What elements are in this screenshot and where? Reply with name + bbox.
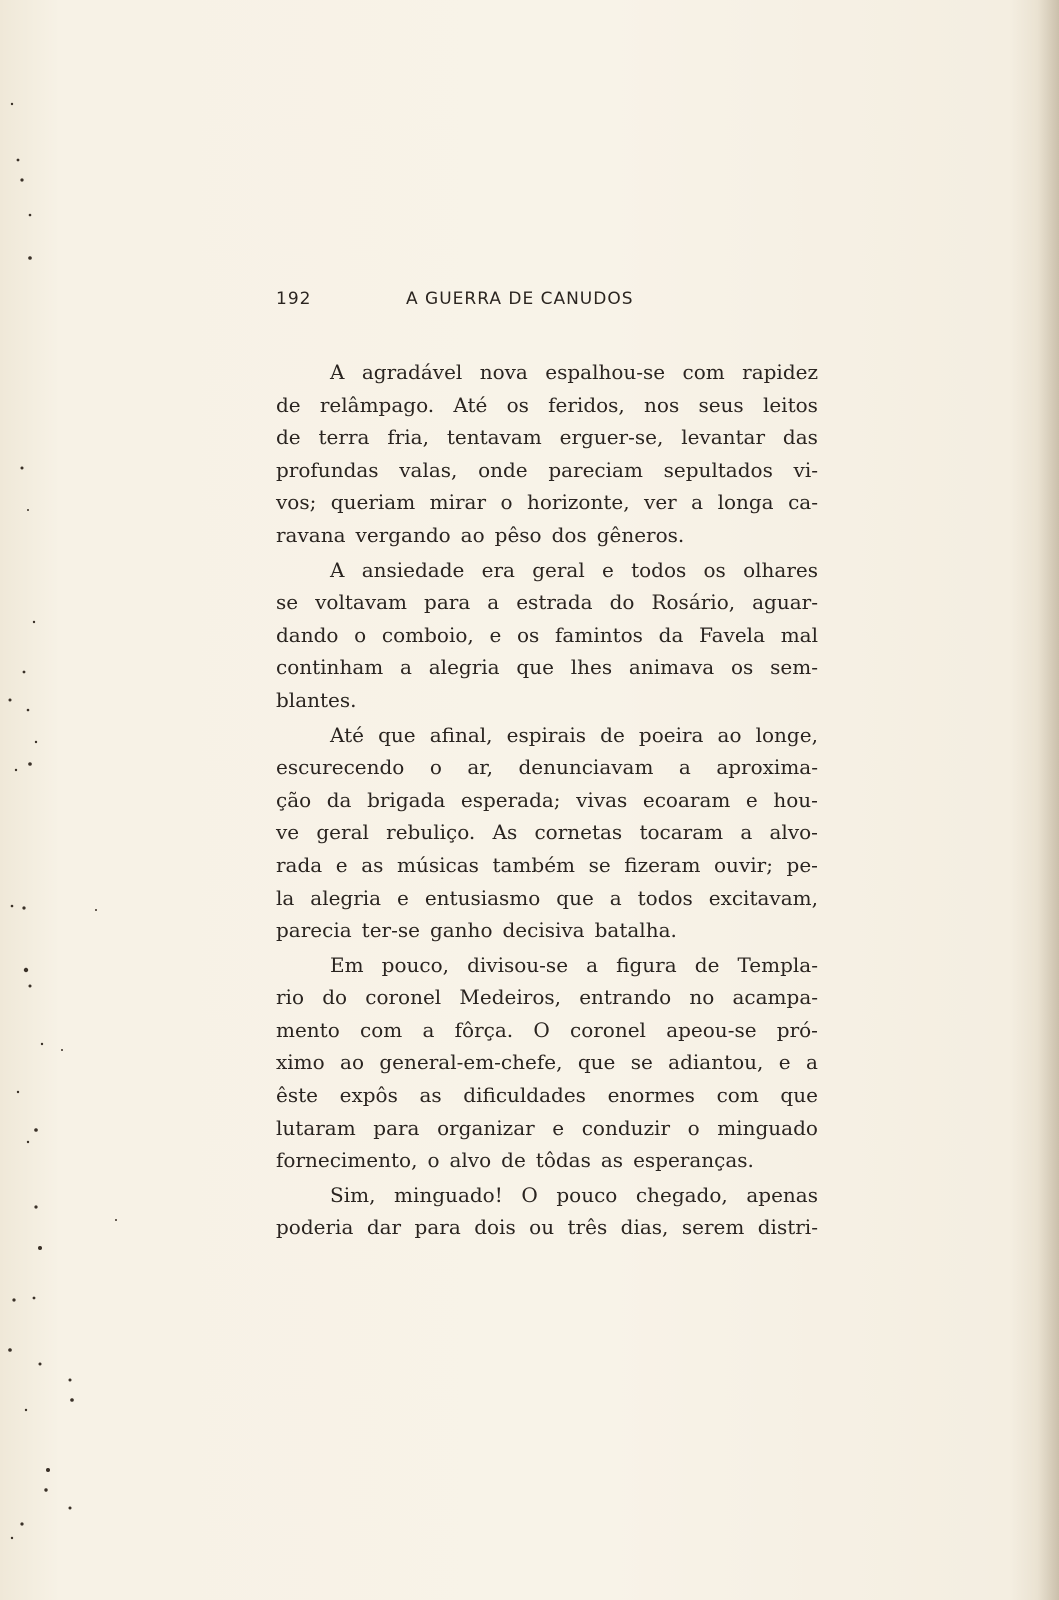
text-line: Até que afinal, espirais de poeira ao longe, bbox=[330, 722, 818, 747]
text-line: rio do coronel Medeiros, entrando no acampa- bbox=[276, 985, 818, 1010]
text-line: ção da brigada esperada; vivas ecoaram e hou- bbox=[276, 787, 818, 812]
text-line: profundas valas, onde pareciam sepultados vi- bbox=[276, 457, 818, 482]
text-line: blantes. bbox=[276, 687, 357, 712]
text-line: parecia ter-se ganho decisiva batalha. bbox=[276, 918, 677, 943]
page-edge-shadow bbox=[1037, 0, 1059, 1600]
text-line: Sim, minguado! O pouco chegado, apenas bbox=[330, 1182, 818, 1207]
text-line: ve geral rebuliço. As cornetas tocaram a alvo- bbox=[276, 820, 818, 845]
text-line: Em pouco, divisou-se a figura de Templa- bbox=[330, 952, 818, 977]
text-line: êste expôs as dificuldades enormes com que bbox=[276, 1083, 818, 1108]
paragraph bbox=[276, 1179, 818, 1244]
text-line: rada e as músicas também se fizeram ouvir; pe- bbox=[276, 852, 818, 877]
paragraph bbox=[276, 554, 818, 717]
text-line: fornecimento, o alvo de tôdas as esperanças. bbox=[276, 1148, 754, 1173]
text-line: de relâmpago. Até os feridos, nos seus leitos bbox=[276, 392, 818, 417]
text-line: lutaram para organizar e conduzir o minguado bbox=[276, 1115, 818, 1140]
text-line: A agradável nova espalhou-se com rapidez bbox=[330, 360, 818, 384]
text-line: se voltavam para a estrada do Rosário, aguar- bbox=[276, 590, 818, 615]
text-line: ravana vergando ao pêso dos gêneros. bbox=[276, 522, 685, 547]
text-line: escurecendo o ar, denunciavam a aproxima- bbox=[276, 755, 818, 780]
text-line: dando o comboio, e os famintos da Favela mal bbox=[276, 622, 818, 647]
body-text bbox=[276, 356, 818, 1246]
paragraph bbox=[276, 356, 818, 552]
text-line: la alegria e entusiasmo que a todos excitavam, bbox=[276, 885, 818, 910]
paragraph bbox=[276, 719, 818, 947]
text-line: continham a alegria que lhes animava os sem- bbox=[276, 655, 818, 680]
text-line: ximo ao general-em-chefe, que se adiantou, e a bbox=[276, 1050, 818, 1075]
running-title: A GUERRA DE CANUDOS bbox=[406, 289, 634, 309]
page-number: 192 bbox=[276, 289, 312, 309]
text-line: mento com a fôrça. O coronel apeou-se pró- bbox=[276, 1017, 818, 1042]
text-line: vos; queriam mirar o horizonte, ver a longa ca- bbox=[276, 490, 818, 515]
running-head bbox=[276, 289, 826, 313]
text-line: de terra fria, tentavam erguer-se, levantar das bbox=[276, 425, 818, 450]
paragraph bbox=[276, 949, 818, 1177]
text-line: A ansiedade era geral e todos os olhares bbox=[330, 557, 818, 582]
text-line: poderia dar para dois ou três dias, serem distri- bbox=[276, 1215, 818, 1240]
